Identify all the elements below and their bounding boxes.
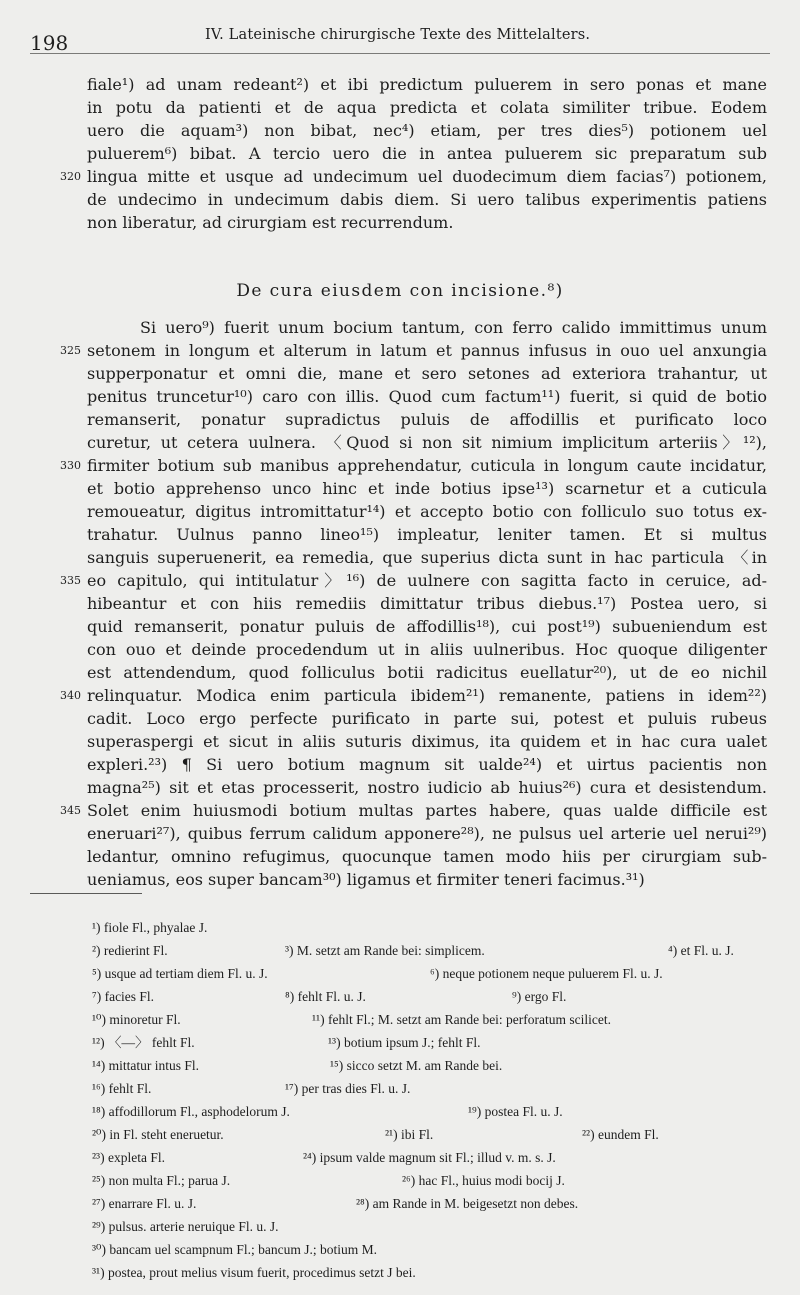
footnote: ¹⁴) mittatur intus Fl. <box>92 1058 200 1073</box>
footnote: ²³) expleta Fl. <box>92 1150 165 1165</box>
text-line: fiale¹) ad unam redeant²) et ibi predictum puluerem in sero ponas et mane <box>87 75 767 94</box>
text-line: Si uero⁹) fuerit unum bocium tantum, con ferro calido immittimus unum <box>140 318 767 337</box>
text-line: remoueatur, digitus intromittatur¹⁴) et accepto botio con folliculo suo totus ex- <box>87 502 767 521</box>
line-number: 325 <box>60 344 81 357</box>
text-line: eneruari²⁷), quibus ferrum calidum apponere²⁸), ne pulsus uel arterie uel nerui²⁹) <box>87 824 767 843</box>
footnote: ³¹) postea, prout melius visum fuerit, procedimus setzt J bei. <box>92 1265 416 1280</box>
footnote: ⁷) facies Fl. <box>92 989 155 1004</box>
footnote: ¹⁷) per tras dies Fl. u. J. <box>285 1081 411 1096</box>
footnote: ²) redierint Fl. <box>92 943 168 958</box>
footnote: ⁹) ergo Fl. <box>512 989 567 1004</box>
page-number: 198 <box>30 31 69 55</box>
text-line: setonem in longum et alterum in latum et pannus infusus in ouo uel anxungia <box>87 341 767 360</box>
text-line: lingua mitte et usque ad undecimum uel duodecimum diem facias⁷) potionem, <box>87 167 767 186</box>
text-line: et botio apprehenso unco hinc et inde botius ipse¹³) scarnetur et a cuticula <box>87 479 767 498</box>
text-line: Solet enim huiusmodi botium multas partes habere, quas ualde difficile est <box>87 801 767 820</box>
footnote: ²⁹) pulsus. arterie neruique Fl. u. J. <box>92 1219 279 1234</box>
footnote: ²⁸) am Rande in M. beigesetzt non debes. <box>356 1196 579 1211</box>
text-line: puluerem⁶) bibat. A tercio uero die in antea puluerem sic preparatum sub <box>87 144 767 163</box>
footnote: ¹⁸) affodillorum Fl., asphodelorum J. <box>92 1104 290 1119</box>
section-title: De cura eiusdem con incisione.⁸) <box>236 281 564 301</box>
footnote: ²⁰) in Fl. steht eneruetur. <box>92 1127 224 1142</box>
footnote: ¹⁹) postea Fl. u. J. <box>468 1104 563 1119</box>
text-line: expleri.²³) ¶ Si uero botium magnum sit ualde²⁴) et uirtus pacientis non <box>87 755 767 774</box>
footnote: ²⁴) ipsum valde magnum sit Fl.; illud v. m. s. J. <box>303 1150 556 1165</box>
text-line: uero die aquam³) non bibat, nec⁴) etiam, per tres dies⁵) potionem uel <box>87 121 767 140</box>
text-line: eo capitulo, qui intitulatur〉¹⁶) de uulnere con sagitta facto in ceruice, ad- <box>87 571 767 590</box>
line-number: 330 <box>60 459 81 472</box>
header-rule <box>30 53 770 54</box>
text-line: in potu da patienti et de aqua predicta et colata similiter tribue. Eodem <box>87 98 767 117</box>
line-number: 320 <box>60 170 81 183</box>
text-line: penitus truncetur¹⁰) caro con illis. Quod cum factum¹¹) fuerit, si quid de botio <box>87 387 767 406</box>
text-line: de undecimo in undecimum dabis diem. Si uero talibus experimentis patiens <box>87 190 767 209</box>
line-number: 345 <box>60 804 81 817</box>
text-line: cadit. Loco ergo perfecte purificato in parte sui, potest et puluis rubeus <box>87 709 767 728</box>
text-line: sanguis superuenerit, ea remedia, que superius dicta sunt in hac particula 〈in <box>87 548 767 567</box>
text-line: firmiter botium sub manibus apprehendatur, cuticula in longum caute incidatur, <box>87 456 767 475</box>
text-line: magna²⁵) sit et etas processerit, nostro iudicio ab huius²⁶) cura et desistendum. <box>87 778 767 797</box>
text-line: hibeantur et con hiis remediis dimittatur tribus diebus.¹⁷) Postea uero, si <box>87 594 767 613</box>
footnote: ¹⁶) fehlt Fl. <box>92 1081 152 1096</box>
text-line: est attendendum, quod folliculus botii radicitus euellatur²⁰), ut de eo nichil <box>87 663 767 682</box>
footnote: ¹⁰) minoretur Fl. <box>92 1012 181 1027</box>
footnote: ¹²) 〈—〉 fehlt Fl. <box>92 1035 195 1050</box>
line-number: 335 <box>60 574 81 587</box>
text-line: ledantur, omnino refugimus, quocunque tamen modo hiis per cirurgiam sub- <box>87 847 767 866</box>
footnote: ²¹) ibi Fl. <box>385 1127 434 1142</box>
footnote-rule <box>30 893 142 894</box>
running-title: IV. Lateinische chirurgische Texte des Mittelalters. <box>205 27 591 43</box>
footnote: ⁵) usque ad tertiam diem Fl. u. J. <box>92 966 268 981</box>
line-number: 340 <box>60 689 81 702</box>
footnote: ³⁰) bancam uel scampnum Fl.; bancum J.; botium M. <box>92 1242 378 1257</box>
footnote: ¹⁵) sicco setzt M. am Rande bei. <box>330 1058 503 1073</box>
footnote: ¹) fiole Fl., phyalae J. <box>92 920 208 935</box>
footnote: ³) M. setzt am Rande bei: simplicem. <box>285 943 485 958</box>
text-line: remanserit, ponatur supradictus puluis de affodillis et purificato loco <box>87 410 767 429</box>
text-line: non liberatur, ad cirurgiam est recurrendum. <box>87 213 454 232</box>
footnote: ⁴) et Fl. u. J. <box>668 943 734 958</box>
text-line: superaspergi et sicut in aliis suturis diximus, ita quidem et in hac cura ualet <box>87 732 767 751</box>
text-line: con ouo et deinde procedendum ut in aliis uulneribus. Hoc quoque diligenter <box>87 640 767 659</box>
text-line: relinquatur. Modica enim particula ibidem²¹) remanente, patiens in idem²²) <box>87 686 767 705</box>
text-line: trahatur. Uulnus panno lineo¹⁵) impleatur, leniter tamen. Et si multus <box>87 525 767 544</box>
text-line: quid remanserit, ponatur puluis de affodillis¹⁸), cui post¹⁹) subueniendum est <box>87 617 767 636</box>
footnote: ⁶) neque potionem neque puluerem Fl. u. J. <box>430 966 663 981</box>
footnote: ⁸) fehlt Fl. u. J. <box>285 989 366 1004</box>
footnote: ²²) eundem Fl. <box>582 1127 659 1142</box>
footnote: ¹³) botium ipsum J.; fehlt Fl. <box>328 1035 481 1050</box>
footnote: ²⁷) enarrare Fl. u. J. <box>92 1196 197 1211</box>
footnote: ²⁵) non multa Fl.; parua J. <box>92 1173 231 1188</box>
text-line: curetur, ut cetera uulnera. 〈Quod si non sit nimium implicitum arteriis〉¹²), <box>87 433 768 452</box>
footnote: ²⁶) hac Fl., huius modi bocij J. <box>402 1173 565 1188</box>
text-line: ueniamus, eos super bancam³⁰) ligamus et firmiter teneri facimus.³¹) <box>87 870 645 889</box>
text-line: supperponatur et omni die, mane et sero setones ad exteriora trahantur, ut <box>87 364 767 383</box>
footnote: ¹¹) fehlt Fl.; M. setzt am Rande bei: perforatum scilicet. <box>312 1012 612 1027</box>
